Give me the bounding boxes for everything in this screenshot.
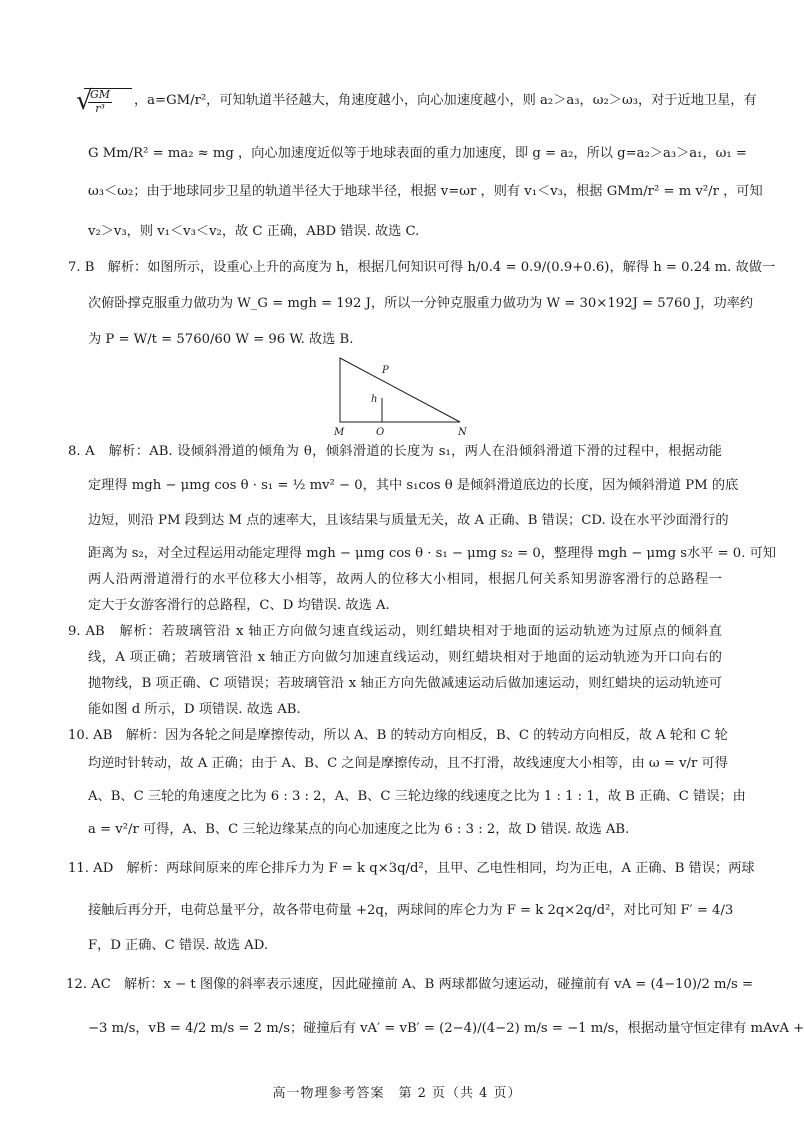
text-line: a = v²/r 可得，A、B、C 三轮边缘某点的向心加速度之比为 6 : 3 : 2，故 D 错误. 故选 AB. — [88, 822, 630, 837]
text-line: 10. AB 解析：因为各轮之间是摩擦传动，所以 A、B 的转动方向相反，B、C 的转动方向相反，故 A 轮和 C 轮 — [68, 728, 728, 743]
text-line: ，a=GM/r²，可知轨道半径越大，角速度越小，向心加速度越小，则 a₂＞a₃，ω₂＞ω₃，对于近地卫星，有 — [134, 93, 757, 108]
text-line: 距离为 s₂，对全过程运用动能定理得 mgh − μmg cos θ · s₁ − μmg s₂ = 0，整理得 mgh − μmg s水平 = 0. 可知 — [88, 546, 776, 561]
text-line: 8. A 解析：AB. 设倾斜滑道的倾角为 θ，倾斜滑道的长度为 s₁，两人在沿倾斜滑道下滑的过程中，根据动能 — [68, 444, 722, 459]
text-line: v₂＞v₃，则 v₁＜v₃＜v₂，故 C 正确，ABD 错误. 故选 C. — [88, 224, 420, 239]
text-line: −3 m/s，vB = 4/2 m/s = 2 m/s；碰撞后有 vA′ = vB′ = (2−4)/(4−2) m/s = −1 m/s，根据动量守恒定律有 mAvA + — [88, 1021, 804, 1036]
text-line: ω₃＜ω₂；由于地球同步卫星的轨道半径大于地球半径，根据 v=ωr ，则有 v₁＜v₃，根据 GMm/r² = m v²/r ，可知 — [88, 184, 763, 199]
text-line: 9. AB 解析：若玻璃管沿 x 轴正方向做匀速直线运动，则红蜡块相对于地面的运动轨迹为过原点的倾斜直 — [68, 624, 722, 639]
sqrt-denominator: r³ — [95, 101, 105, 115]
text-line: 接触后再分开，电荷总量平分，故各带电荷量 +2q，两球间的库仑力为 F = k 2q×2q/d²，对比可知 F′ = 4/3 — [88, 903, 734, 918]
text-line: 为 P = W/t = 5760/60 W = 96 W. 故选 B. — [88, 332, 354, 347]
text-line: F，D 正确、C 错误. 故选 AD. — [88, 938, 269, 953]
label-m: M — [334, 427, 345, 438]
text-line: 11. AD 解析：两球间原来的库仑排斥力为 F = k q×3q/d²，且甲、乙电性相同，均为正电，A 正确、B 错误；两球 — [68, 861, 755, 876]
text-line: 次俯卧撑克服重力做功为 W_G = mgh = 192 J，所以一分钟克服重力做功为 W = 30×192J = 5760 J，功率约 — [88, 296, 754, 311]
sqrt-numerator: GM — [90, 88, 111, 101]
text-line: 7. B 解析：如图所示，设重心上升的高度为 h，根据几何知识可得 h/0.4 = 0.9/(0.9+0.6)，解得 h = 0.24 m. 故做一 — [68, 260, 776, 275]
text-line: 边短，则沿 PM 段到达 M 点的速率大，且该结果与质量无关，故 A 正确、B 错误；CD. 设在水平沙面滑行的 — [88, 513, 729, 528]
text-line: 能如图 d 所示，D 项错误. 故选 AB. — [88, 702, 301, 717]
label-n: N — [458, 427, 467, 438]
text-line: A、B、C 三轮的角速度之比为 6 : 3 : 2，A、B、C 三轮边缘的线速度之比为 1 : 1 : 1，故 B 正确、C 错误；由 — [88, 789, 746, 804]
page-footer: 高一物理参考答案 第 2 页（共 4 页） — [272, 1086, 522, 1101]
sqrt-expression — [84, 88, 132, 123]
text-line: G Mm/R² = ma₂ ≈ mg ，向心加速度近似等于地球表面的重力加速度，即 g = a₂，所以 g=a₂＞a₃＞a₁，ω₁ = — [88, 146, 747, 161]
triangle-shape — [340, 358, 460, 422]
text-line: 定理得 mgh − μmg cos θ · s₁ = ½ mv² − 0，其中 s₁cos θ 是倾斜滑道底边的长度，因为倾斜滑道 PM 的底 — [88, 478, 739, 493]
text-line: 定大于女游客滑行的总路程，C、D 均错误. 故选 A. — [88, 598, 390, 613]
sqrt-radical: √ — [76, 86, 93, 116]
text-line: 12. AC 解析：x − t 图像的斜率表示速度，因此碰撞前 A、B 两球都做匀速运动，碰撞前有 vA = (4−10)/2 m/s = — [66, 977, 754, 992]
text-line: 均逆时针转动，故 A 正确；由于 A、B、C 之间是摩擦传动，且不打滑，故线速度大小相等，由 ω = v/r 可得 — [88, 756, 728, 771]
label-o: O — [376, 427, 385, 438]
label-p: P — [382, 365, 389, 376]
triangle-diagram — [320, 350, 520, 440]
text-line: 线，A 项正确；若玻璃管沿 x 轴正方向做匀加速直线运动，则红蜡块相对于地面的运动轨迹为开口向右的 — [88, 650, 722, 665]
label-h: h — [371, 394, 378, 405]
text-line: 抛物线，B 项正确、C 项错误；若玻璃管沿 x 轴正方向先做减速运动后做加速运动，则红蜡块的运动轨迹可 — [88, 676, 722, 691]
text-line: 两人沿两滑道滑行的水平位移大小相等，故两人的位移大小相同，根据几何关系知男游客滑行的总路程一 — [88, 572, 722, 587]
